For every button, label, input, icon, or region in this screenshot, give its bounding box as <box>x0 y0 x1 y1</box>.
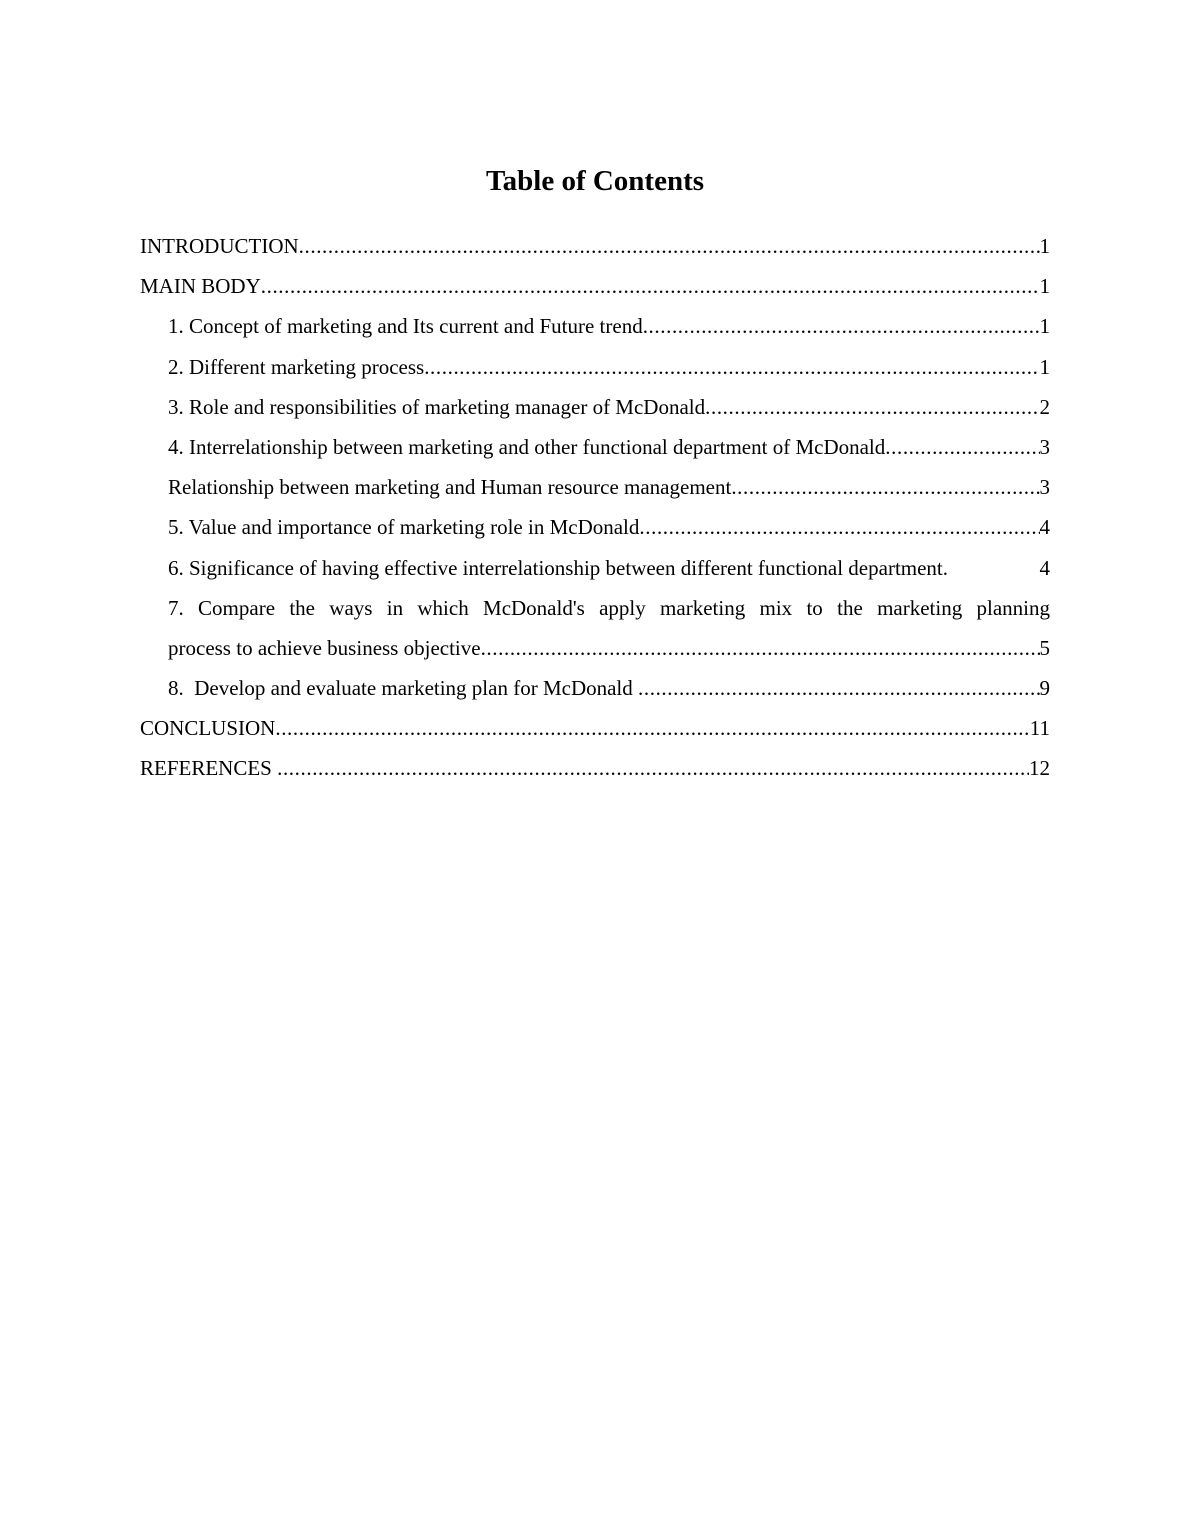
toc-entry-value-of-marketing-role[interactable] <box>140 507 1050 547</box>
toc-entry-text: 4. Interrelationship between marketing and other functional department of McDonald <box>168 434 886 459</box>
toc-page-number: 1 <box>1039 314 1050 339</box>
toc-entry-interrelationship[interactable] <box>140 427 1050 467</box>
toc-entry-text: 6. Significance of having effective interrelationship between different functional department. <box>168 555 949 580</box>
toc-entry-text: process to achieve business objective <box>168 635 481 660</box>
toc-entry-text: 8. Develop and evaluate marketing plan for McDonald <box>168 676 639 701</box>
toc-page-number: 1 <box>1039 274 1050 299</box>
toc-entry-text: 2. Different marketing process <box>168 354 425 379</box>
dot-leader <box>731 467 1039 507</box>
dot-leader <box>638 668 1039 708</box>
toc-entry-marketing-mix-line1[interactable] <box>140 588 1050 628</box>
toc-page-number: 1 <box>1039 234 1050 258</box>
toc-entry-text: REFERENCES <box>140 756 278 781</box>
toc-entry-concept-of-marketing[interactable] <box>140 306 1050 346</box>
toc-entry-marketing-process[interactable] <box>140 347 1050 387</box>
dot-leader <box>261 266 1040 306</box>
toc-list <box>140 226 1050 789</box>
toc-entry-conclusion[interactable] <box>140 708 1050 748</box>
dot-leader <box>424 347 1039 387</box>
toc-entry-text: 5. Value and importance of marketing role in McDonald <box>168 515 640 540</box>
dot-leader <box>481 628 1040 668</box>
toc-page-number: 1 <box>1039 354 1050 379</box>
dot-leader <box>639 507 1039 547</box>
toc-page-number: 4 <box>1039 515 1050 540</box>
toc-entry-marketing-and-hrm[interactable] <box>140 467 1050 507</box>
dot-leader <box>299 226 1040 266</box>
toc-page-number: 5 <box>1039 635 1050 660</box>
toc-entry-text: 7. Compare the ways in which McDonald's apply marketing mix to the marketing planning <box>168 595 1050 620</box>
dot-leader <box>275 708 1029 748</box>
dot-leader <box>885 427 1039 467</box>
toc-entry-marketing-plan[interactable] <box>140 668 1050 708</box>
toc-entry-text: Relationship between marketing and Human resource management <box>168 475 732 500</box>
toc-entry-main-body[interactable] <box>140 266 1050 306</box>
toc-page-number: 3 <box>1039 475 1050 500</box>
toc-entry-significance-of-interrelationship[interactable] <box>140 548 1050 588</box>
dot-leader <box>705 387 1039 427</box>
toc-entry-text: 1. Concept of marketing and Its current and Future trend <box>168 314 643 339</box>
toc-entry-text: MAIN BODY <box>140 274 261 299</box>
toc-page-number: 12 <box>1029 756 1050 781</box>
toc-entry-references[interactable] <box>140 748 1050 788</box>
toc-entry-marketing-mix-line2[interactable] <box>140 628 1050 668</box>
toc-page-number: 11 <box>1029 716 1050 741</box>
toc-page-number: 3 <box>1039 434 1050 459</box>
toc-page-number: 2 <box>1039 394 1050 419</box>
dot-leader <box>643 306 1040 346</box>
toc-page-number: 9 <box>1039 676 1050 701</box>
toc-entry-role-of-marketing-manager[interactable] <box>140 387 1050 427</box>
toc-entry-introduction[interactable] <box>140 226 1050 266</box>
toc-page-number: 4 <box>1039 555 1050 580</box>
toc-title: Table of Contents <box>485 165 705 197</box>
dot-leader <box>277 748 1029 788</box>
toc-entry-text: INTRODUCTION <box>140 234 299 258</box>
toc-entry-text: CONCLUSION <box>140 716 276 741</box>
toc-entry-text: 3. Role and responsibilities of marketing manager of McDonald <box>168 394 706 419</box>
